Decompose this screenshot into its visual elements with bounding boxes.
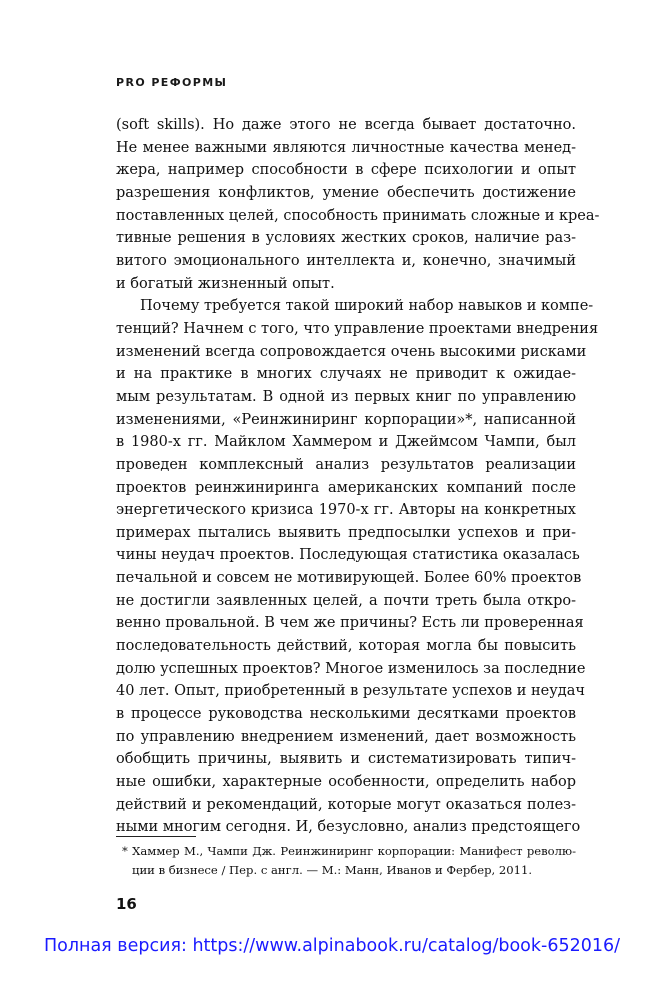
text-line: проведен комплексный анализ результатов реализации (116, 456, 576, 473)
text-line: Почему требуется такой широкий набор навыков и компе- (140, 298, 594, 315)
text-line: изменений всегда сопровождается очень высокими рисками (116, 343, 587, 360)
text-line: примерах пытались выявить предпосылки успехов и при- (116, 524, 576, 541)
text-line: венно провальной. В чем же причины? Есть ли проверенная (116, 615, 584, 632)
text-line: в процессе руководства несколькими десятками проектов (116, 706, 576, 723)
text-line: ные ошибки, характерные особенности, определить набор (116, 774, 576, 791)
text-line: Не менее важными являются личностные качества менед- (116, 139, 576, 156)
text-line: тенций? Начнем с того, что управление проектами внедрения (116, 320, 599, 337)
text-line: и богатый жизненный опыт. (116, 275, 335, 292)
text-line: обобщить причины, выявить и систематизировать типич- (116, 751, 576, 768)
text-line: изменениями, «Реинжиниринг корпорации»*, написанной (116, 411, 576, 428)
text-line: разрешения конфликтов, умение обеспечить достижение (116, 184, 576, 201)
text-line: жера, например способности в сфере психологии и опыт (116, 162, 576, 179)
footnote-line: ции в бизнесе / Пер. с англ. — М.: Манн, Иванов и Фербер, 2011. (132, 863, 533, 877)
text-line: 40 лет. Опыт, приобретенный в результате успехов и неудач (116, 683, 585, 700)
body-text (116, 114, 600, 839)
text-line: проектов реинжиниринга американских компаний после (116, 479, 576, 496)
text-line: поставленных целей, способность принимать сложные и креа- (116, 207, 600, 224)
text-line: чины неудач проектов. Последующая статистика оказалась (116, 547, 580, 564)
text-line: и на практике в многих случаях не приводит к ожидае- (116, 366, 576, 383)
text-line: (soft skills). Но даже этого не всегда бывает достаточно. (116, 117, 576, 133)
text-line: в 1980-х гг. Майклом Хаммером и Джеймсом Чампи, был (116, 434, 576, 451)
text-line: по управлению внедрением изменений, дает возможность (116, 728, 576, 745)
footnote-divider (116, 836, 196, 837)
running-head: PRO РЕФОРМЫ (116, 76, 228, 89)
page-number: 16 (116, 895, 137, 913)
text-line: долю успешных проектов? Многое изменилось за последние (116, 660, 586, 677)
text-line: мым результатам. В одной из первых книг по управлению (116, 388, 576, 405)
footnote-line: * Хаммер М., Чампи Дж. Реинжиниринг корпорации: Манифест револю- (122, 844, 576, 858)
text-line: витого эмоционального интеллекта и, конечно, значимый (116, 252, 576, 269)
text-line: печальной и совсем не мотивирующей. Более 60% проектов (116, 570, 582, 587)
text-line: последовательность действий, которая могла бы повысить (116, 638, 576, 655)
text-line: тивные решения в условиях жестких сроков, наличие раз- (116, 230, 576, 247)
text-line: не достигли заявленных целей, а почти треть была откро- (116, 592, 576, 609)
text-line: энергетического кризиса 1970-х гг. Авторы на конкретных (116, 502, 576, 519)
footnote (116, 842, 576, 880)
text-line: ными многим сегодня. И, безусловно, анализ предстоящего (116, 819, 581, 836)
text-line: действий и рекомендаций, которые могут оказаться полез- (116, 796, 576, 813)
full-version-link[interactable]: Полная версия: https://www.alpinabook.ru/catalog/book-652016/ (43, 936, 621, 956)
